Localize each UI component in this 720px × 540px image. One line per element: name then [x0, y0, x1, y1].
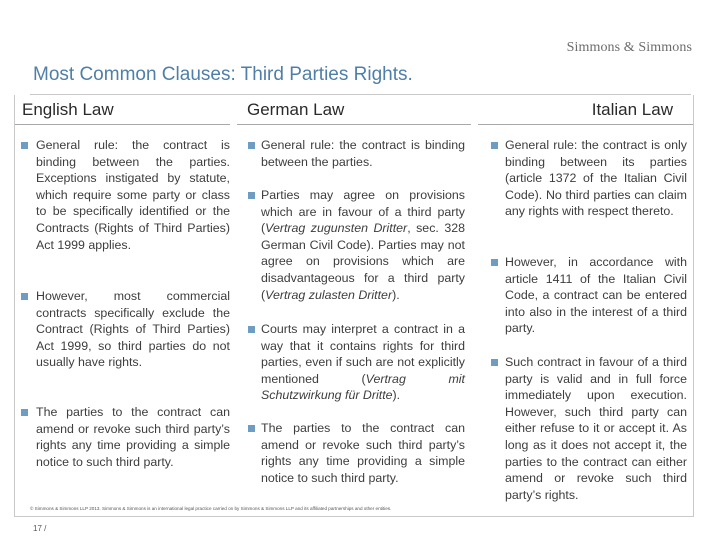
list-item — [478, 254, 693, 337]
bullet-square-icon — [491, 142, 498, 149]
list-item-text: Courts may interpret a contract in a way that it contains rights for third parties, even if such are not explicitly mentioned ( — [261, 322, 465, 386]
list-item — [15, 288, 230, 371]
list-item — [15, 404, 230, 470]
bullet-square-icon — [491, 359, 498, 366]
legal-term: Vertrag mit Schutzwirkung für Dritte — [261, 371, 465, 403]
column-header-english-law: English Law — [15, 95, 230, 125]
legal-term: Vertrag zugunsten Dritter — [265, 221, 408, 236]
column-header-german-law: German Law — [237, 95, 471, 125]
list-item — [237, 187, 471, 303]
column-german-law — [237, 95, 471, 516]
column-english-law — [15, 95, 230, 516]
list-item — [237, 137, 471, 170]
bullet-square-icon — [21, 293, 28, 300]
bullet-square-icon — [248, 425, 255, 432]
bullet-square-icon — [248, 192, 255, 199]
legal-term: Vertrag zulasten Dritter — [265, 287, 393, 302]
list-item-text: General rule: the contract is binding between the parties. — [261, 138, 465, 169]
slide-title: Most Common Clauses: Third Parties Rights. — [33, 64, 413, 85]
bullet-square-icon — [491, 259, 498, 266]
list-item-text: The parties to the contract can amend or revoke such third party’s rights any time providing a simple notice to such third party. — [36, 405, 230, 469]
list-item-text: The parties to the contract can amend or revoke such third party’s rights any time providing a simple notice to such third party. — [261, 421, 465, 485]
bullet-square-icon — [21, 409, 28, 416]
bullet-square-icon — [248, 326, 255, 333]
list-item — [237, 321, 471, 404]
column-header-italian-law: Italian Law — [478, 95, 693, 125]
comparison-table — [14, 95, 694, 517]
list-item-text: Such contract in favour of a third party is valid and in full force immediately upon execution. However, such third party can either refuse to it or accept it. As long as it does not accept it, the parties to the contract can either amend or revoke such third party’s rights. — [505, 355, 687, 502]
list-item-text: , sec. 328 German Civil Code). Parties may not agree on provisions which are disadvantageous for a third party ( — [261, 221, 465, 302]
list-item-text: ). — [392, 388, 401, 403]
list-item — [237, 420, 471, 486]
list-item-text: Parties may agree on provisions which are in favour of a third party ( — [261, 188, 465, 236]
list-item-text: General rule: the contract is only binding between its parties (article 1372 of the Italian Civil Code). No third parties can claim any rights with respect thereto. — [505, 138, 687, 219]
page-number: 17 / — [33, 524, 47, 533]
list-item — [15, 137, 230, 253]
list-item-text: ). — [392, 287, 400, 302]
list-item-text: General rule: the contract is binding between the parties. Exceptions instigated by statute, which require some party or class to be specifically identified or the Contracts (Rights of Third Parties) Act 1999 applies. — [36, 138, 230, 252]
bullet-square-icon — [21, 142, 28, 149]
column-italian-law — [478, 95, 693, 516]
list-item — [478, 137, 693, 220]
bullet-square-icon — [248, 142, 255, 149]
list-item-text: However, most commercial contracts specifically exclude the Contract (Rights of Third Parties) Act 1999, so third parties do not usually have rights. — [36, 289, 230, 370]
list-item — [478, 354, 693, 503]
list-item-text: However, in accordance with article 1411 of the Italian Civil Code, a contract can be entered into also in the interest of a third party. — [505, 255, 687, 336]
copyright-footer: © Simmons & Simmons LLP 2013. Simmons & Simmons is an international legal practice carried on by Simmons & Simmons LLP and its affiliated partnerships and other entities. — [30, 506, 392, 511]
firm-logo: Simmons & Simmons — [566, 40, 692, 55]
